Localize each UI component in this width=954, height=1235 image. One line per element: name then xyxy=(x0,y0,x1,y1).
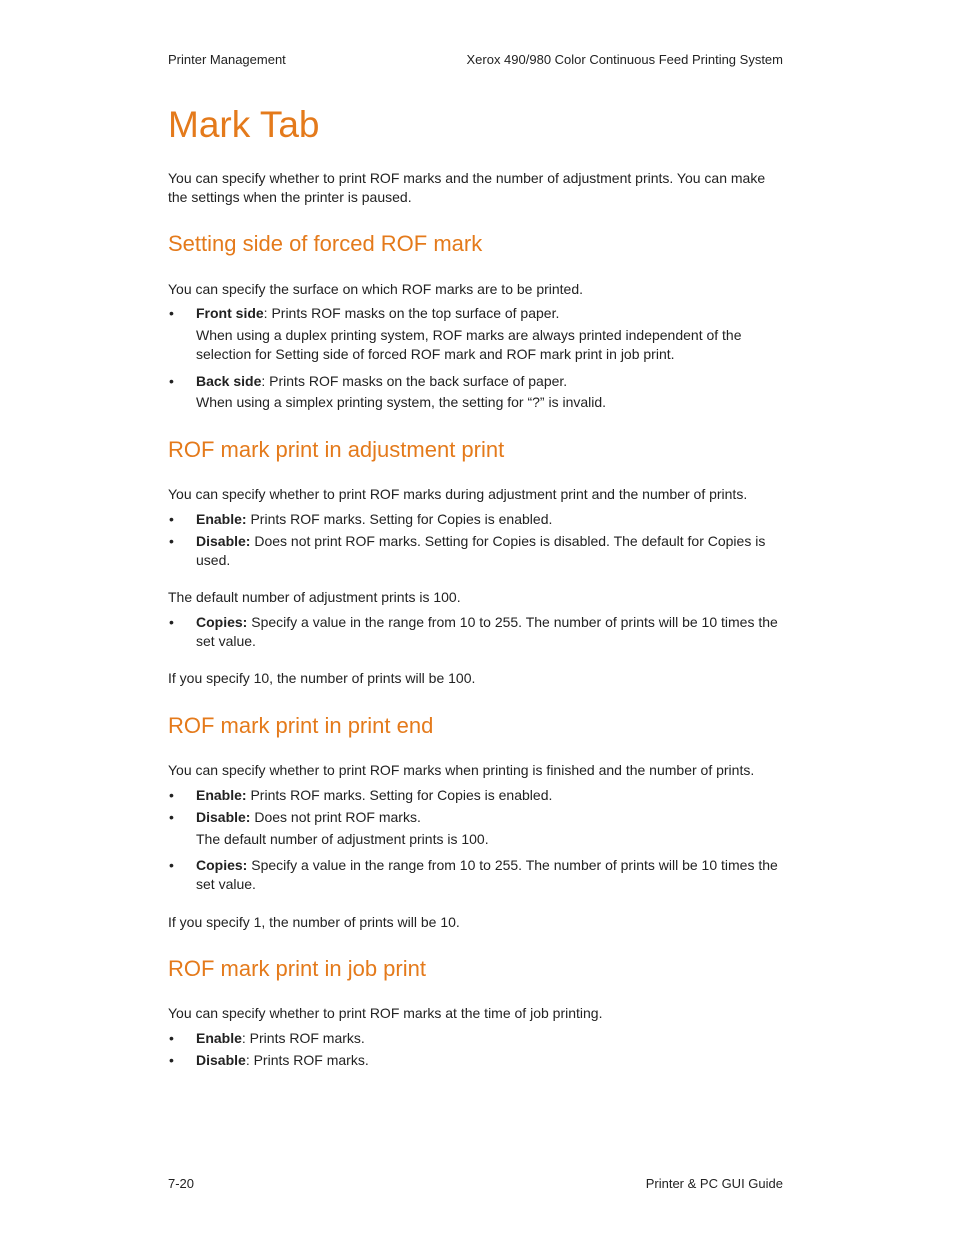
section-heading-forced-side: Setting side of forced ROF mark xyxy=(168,231,483,256)
list-term: Disable: xyxy=(196,533,251,549)
list-term: Enable xyxy=(196,1030,242,1046)
list-term: Back side xyxy=(196,373,262,389)
list-text: Prints ROF marks. Setting for Copies is enabled. xyxy=(246,511,553,527)
header-left: Printer Management xyxy=(168,52,286,67)
list-item xyxy=(196,372,788,391)
header-right: Xerox 490/980 Color Continuous Feed Printing System xyxy=(466,52,783,67)
section-paragraph: You can specify the surface on which ROF marks are to be printed. xyxy=(168,281,584,297)
list-text: : Prints ROF masks on the back surface of paper. xyxy=(261,373,568,389)
list-text: Does not print ROF marks. xyxy=(250,809,421,825)
list-text: Does not print ROF marks. Setting for Copies is disabled. The default for Copies is used. xyxy=(196,533,766,568)
section-heading-job-print: ROF mark print in job print xyxy=(168,956,426,981)
list-item xyxy=(196,786,788,805)
list-text: : Prints ROF masks on the top surface of paper. xyxy=(263,305,560,321)
list-text: Specify a value in the range from 10 to 255. The number of prints will be 10 times the set value. xyxy=(196,857,778,892)
list-term: Enable: xyxy=(196,511,247,527)
list-term: Enable: xyxy=(196,787,247,803)
list-term: Copies: xyxy=(196,614,248,630)
page-number: 7-20 xyxy=(168,1176,195,1191)
section-paragraph: If you specify 10, the number of prints will be 100. xyxy=(168,670,476,686)
list-item xyxy=(196,856,788,894)
section-paragraph: The default number of adjustment prints is 100. xyxy=(168,589,461,605)
list-term: Disable: xyxy=(196,809,251,825)
intro-paragraph: You can specify whether to print ROF marks and the number of adjustment prints. You can make the settings when the printer is paused. xyxy=(168,170,766,205)
list-item xyxy=(196,304,788,323)
list-text: : Prints ROF marks. xyxy=(245,1052,369,1068)
list-text: : Prints ROF marks. xyxy=(241,1030,365,1046)
footer-guide-title: Printer & PC GUI Guide xyxy=(645,1176,783,1191)
list-item-note: The default number of adjustment prints is 100. xyxy=(196,831,489,847)
list-item xyxy=(196,613,788,651)
list-term: Copies: xyxy=(196,857,248,873)
list-text: Specify a value in the range from 10 to 255. The number of prints will be 10 times the set value. xyxy=(196,614,778,649)
page-title: Mark Tab xyxy=(168,104,320,145)
list-item xyxy=(196,510,788,529)
list-item xyxy=(196,1029,788,1048)
section-paragraph: You can specify whether to print ROF marks at the time of job printing. xyxy=(168,1005,603,1021)
list-item xyxy=(196,1051,788,1070)
list-item xyxy=(196,532,788,570)
section-heading-print-end: ROF mark print in print end xyxy=(168,713,434,738)
section-paragraph: If you specify 1, the number of prints will be 10. xyxy=(168,914,460,930)
section-paragraph: You can specify whether to print ROF marks during adjustment print and the number of prints. xyxy=(168,486,748,502)
section-paragraph: You can specify whether to print ROF marks when printing is finished and the number of prints. xyxy=(168,762,755,778)
list-item-note: When using a simplex printing system, the setting for “?” is invalid. xyxy=(196,394,607,410)
list-item xyxy=(196,808,788,827)
section-heading-adjustment-print: ROF mark print in adjustment print xyxy=(168,437,505,462)
list-item-note: When using a duplex printing system, ROF marks are always printed independent of the selection for Setting side of forced ROF mark and ROF mark print in job print. xyxy=(196,327,742,362)
list-term: Front side xyxy=(196,305,264,321)
list-term: Disable xyxy=(196,1052,246,1068)
list-text: Prints ROF marks. Setting for Copies is enabled. xyxy=(246,787,553,803)
